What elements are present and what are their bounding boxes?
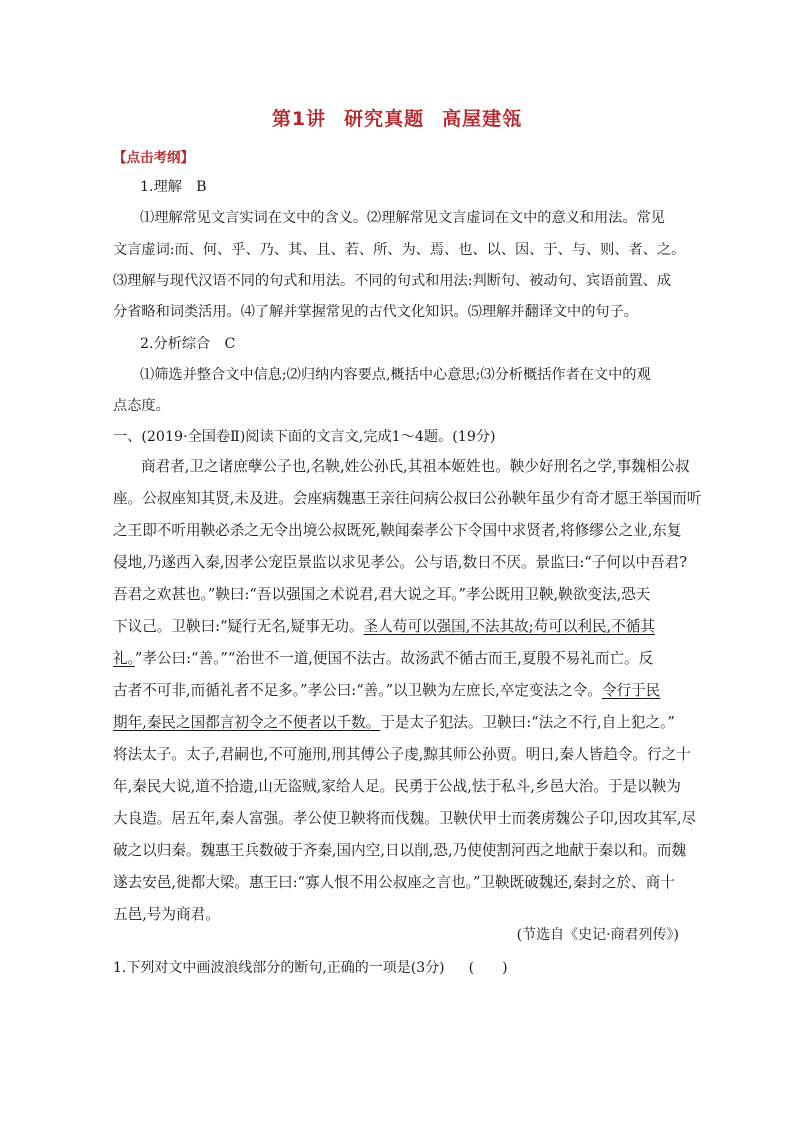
outline-item1-line: ⑶理解与现代汉语不同的句式和用法。不同的句式和用法:判断句、被动句、宾语前置、成 [113,273,672,289]
passage-line: 大良造。居五年,秦人富强。孝公使卫鞅将而伐魏。卫鞅伏甲士而袭虏魏公子卬,因攻其军,尽 [113,810,697,827]
passage-text: 下议己。卫鞅曰:“疑行无名,疑事无功。 [113,618,364,635]
passage-line: 商君者,卫之诸庶孽公子也,名鞅,姓公孙氏,其祖本姬姓也。鞅少好刑名之学,事魏相公叔 [141,458,690,475]
lesson-topic-a: 研究真题 [344,108,425,130]
underlined-text: 礼。 [113,650,135,667]
task-intro: 一、(2019·全国卷Ⅱ)阅读下面的文言文,完成1～4题。(19分) [113,429,496,445]
passage-line [113,712,675,734]
passage-source: (节选自《史记·商君列传》) [516,927,679,943]
passage-line: 侵地,乃遂西入秦,因孝公宠臣景监以求见孝公。公与语,数日不厌。景监曰:“子何以中吾君? [113,554,688,571]
passage-line: 遂去安邑,徙都大梁。惠王曰:“寡人恨不用公叔座之言也。”卫鞅既破魏还,秦封之於、商十 [113,874,675,891]
outline-item2-line: 点态度。 [113,398,170,414]
passage-text: 古者不可非,而循礼者不足多。”孝公曰:“善。”以卫鞅为左庶长,卒定变法之令。 [113,682,602,699]
passage-line: 年,秦民大说,道不拾遗,山无盗贼,家给人足。民勇于公战,怯于私斗,乡邑大治。于是以鞅为 [113,778,681,795]
passage-line [113,680,660,702]
outline-tag: 【点击考纲】 [113,150,194,166]
passage-text: ”孝公曰:“善。”“治世不一道,便国不法古。故汤武不循古而王,夏殷不易礼而亡。反 [134,650,654,667]
outline-item2-head: 2.分析综合 C [140,336,236,352]
passage-line [113,648,653,670]
passage-text: 于是太子犯法。卫鞅曰:“法之不行,自上犯之。” [380,714,675,731]
outline-item1-head: 1.理解 B [140,179,207,195]
outline-item1-line: ⑴理解常见文言实词在文中的含义。⑵理解常见文言虚词在文中的意义和用法。常见 [140,210,665,226]
passage-line: 座。公叔座知其贤,未及进。会座病魏惠王亲往问病公叔曰公孙鞅年虽少有奇才愿王举国而听 [113,490,702,507]
passage-line: 将法太子。太子,君嗣也,不可施刑,刑其傅公子虔,黥其师公孙贾。明日,秦人皆趋令。行之十 [113,746,691,763]
outline-item2-line: ⑴筛选并整合文中信息;⑵归纳内容要点,概括中心意思;⑶分析概括作者在文中的观 [140,367,651,383]
underlined-text: 期年,秦民之国都言初令之不便者以千数。 [113,714,381,731]
question-text: 1.下列对文中画波浪线部分的断句,正确的一项是(3分) [113,960,445,976]
passage-line: 五邑,号为商君。 [113,906,220,923]
outline-item1-line: 文言虚词:而、何、乎、乃、其、且、若、所、为、焉、也、以、因、于、与、则、者、之。 [113,242,686,258]
lesson-number: 第1讲 [271,108,327,130]
lesson-topic-b: 高屋建瓴 [442,108,523,130]
underlined-text: 令行于民 [601,682,661,699]
page-title [0,104,794,131]
answer-blank[interactable]: ( ) [468,960,508,976]
outline-item1-line: 分省略和词类活用。⑷了解并掌握常见的古代文化知识。⑸理解并翻译文中的句子。 [113,304,638,320]
passage-line: 破之以归秦。魏惠王兵数破于齐秦,国内空,日以削,恐,乃使使割河西之地献于秦以和。而魏 [113,842,687,859]
passage-line [113,616,655,638]
underlined-text: 圣人苟可以强国,不法其故;苟可以利民,不循其 [363,618,656,635]
passage-line: 之王即不听用鞅必杀之无令出境公叔既死,鞅闻秦孝公下令国中求贤者,将修缪公之业,东复 [113,522,682,539]
question-1 [113,957,508,977]
passage-line: 吾君之欢甚也。”鞅曰:“吾以强国之术说君,君大说之耳。”孝公既用卫鞅,鞅欲变法,恐天 [113,586,651,603]
